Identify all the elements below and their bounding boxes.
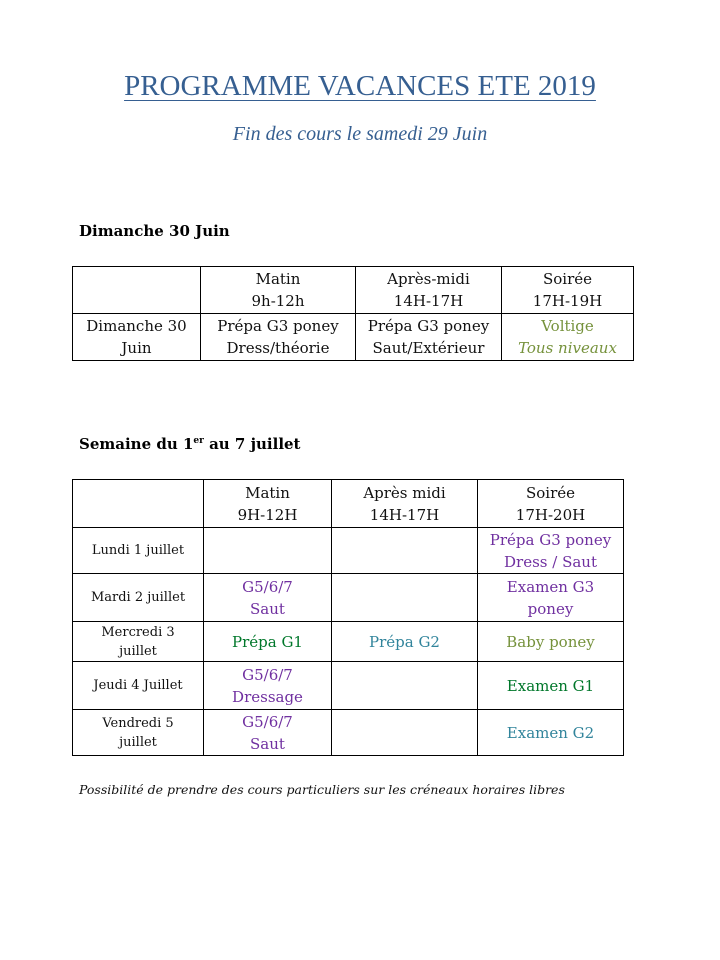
apresmidi-cell — [332, 574, 478, 622]
table-header-row — [73, 267, 634, 314]
day-cell: Dimanche 30 Juin — [73, 314, 201, 361]
header-cell-apresmidi: Après midi 14H-17H — [332, 480, 478, 528]
apresmidi-cell: Prépa G3 poney Saut/Extérieur — [356, 314, 502, 361]
soiree-cell: Baby poney — [478, 622, 624, 662]
soiree-cell: Prépa G3 poney Dress / Saut — [478, 528, 624, 574]
matin-cell: G5/6/7 Saut — [204, 710, 332, 756]
soiree-cell: Voltige Tous niveaux — [502, 314, 634, 361]
apresmidi-cell — [332, 710, 478, 756]
soiree-cell: Examen G1 — [478, 662, 624, 710]
day-cell: Vendredi 5 juillet — [73, 710, 204, 756]
apresmidi-cell — [332, 528, 478, 574]
table-row — [73, 528, 624, 574]
apresmidi-cell — [332, 662, 478, 710]
section1-heading: Dimanche 30 Juin — [79, 222, 230, 240]
header-cell-matin: Matin 9h-12h — [201, 267, 356, 314]
header-cell-soiree: Soirée 17H-20H — [478, 480, 624, 528]
matin-cell — [204, 528, 332, 574]
sunday-schedule-table — [72, 266, 634, 361]
page-title: PROGRAMME VACANCES ETE 2019 — [124, 70, 596, 102]
section2-heading: Semaine du 1er au 7 juillet — [79, 435, 301, 453]
day-cell: Mardi 2 juillet — [73, 574, 204, 622]
table-row — [73, 710, 624, 756]
table-row — [73, 662, 624, 710]
matin-cell: Prépa G1 — [204, 622, 332, 662]
apresmidi-cell: Prépa G2 — [332, 622, 478, 662]
header-cell-empty — [73, 267, 201, 314]
day-cell: Lundi 1 juillet — [73, 528, 204, 574]
day-cell: Jeudi 4 Juillet — [73, 662, 204, 710]
day-cell: Mercredi 3 juillet — [73, 622, 204, 662]
header-cell-empty — [73, 480, 204, 528]
matin-cell: G5/6/7 Dressage — [204, 662, 332, 710]
table-header-row — [73, 480, 624, 528]
matin-cell: Prépa G3 poney Dress/théorie — [201, 314, 356, 361]
week-schedule-table — [72, 479, 624, 756]
footnote: Possibilité de prendre des cours particuliers sur les créneaux horaires libres — [79, 782, 565, 797]
header-cell-soiree: Soirée 17H-19H — [502, 267, 634, 314]
table-row — [73, 314, 634, 361]
table-row — [73, 622, 624, 662]
soiree-cell: Examen G3 poney — [478, 574, 624, 622]
header-cell-apresmidi: Après-midi 14H-17H — [356, 267, 502, 314]
matin-cell: G5/6/7 Saut — [204, 574, 332, 622]
page-subtitle: Fin des cours le samedi 29 Juin — [232, 123, 488, 145]
header-cell-matin: Matin 9H-12H — [204, 480, 332, 528]
table-row — [73, 574, 624, 622]
soiree-cell: Examen G2 — [478, 710, 624, 756]
